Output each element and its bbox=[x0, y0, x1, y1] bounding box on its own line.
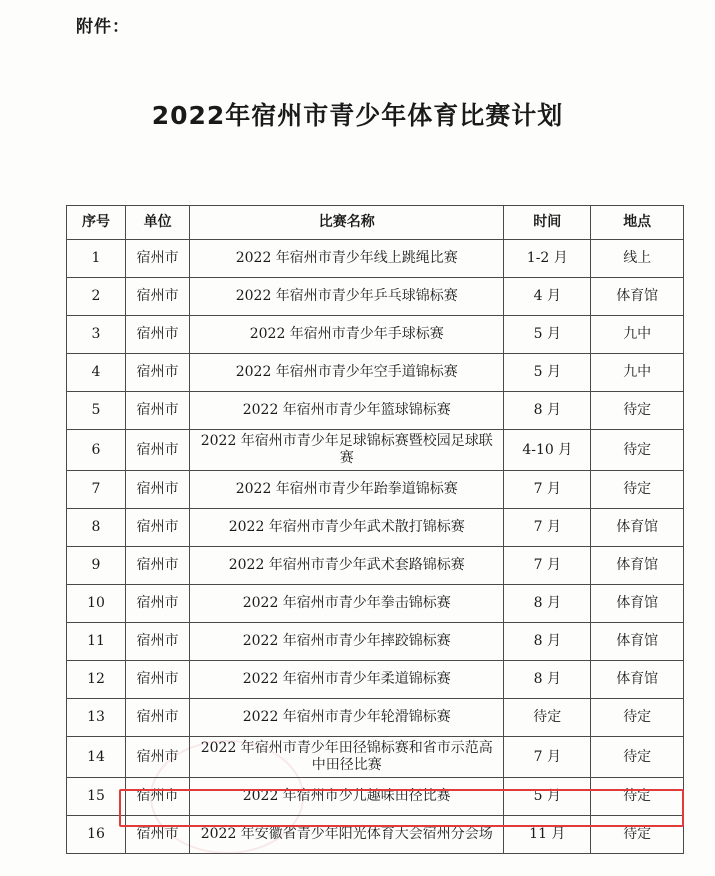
cell-unit: 宿州市 bbox=[125, 816, 189, 854]
cell-number: 7 bbox=[67, 471, 126, 509]
table-row bbox=[67, 585, 684, 623]
cell-event-name: 2022 年宿州市青少年柔道锦标赛 bbox=[190, 661, 504, 699]
cell-place: 待定 bbox=[591, 430, 684, 471]
cell-number: 5 bbox=[67, 392, 126, 430]
cell-event-name: 2022 年宿州市青少年足球锦标赛暨校园足球联赛 bbox=[190, 430, 504, 471]
cell-unit: 宿州市 bbox=[125, 430, 189, 471]
table-row bbox=[67, 392, 684, 430]
table-row bbox=[67, 430, 684, 471]
cell-place: 九中 bbox=[591, 354, 684, 392]
cell-place: 待定 bbox=[591, 737, 684, 778]
cell-unit: 宿州市 bbox=[125, 737, 189, 778]
cell-place: 体育馆 bbox=[591, 509, 684, 547]
cell-time: 5 月 bbox=[504, 354, 591, 392]
cell-unit: 宿州市 bbox=[125, 278, 189, 316]
page-title: 2022年宿州市青少年体育比赛计划 bbox=[151, 101, 564, 130]
table-row bbox=[67, 316, 684, 354]
cell-event-name: 2022 年宿州市青少年拳击锦标赛 bbox=[190, 585, 504, 623]
cell-event-name: 2022 年宿州市青少年摔跤锦标赛 bbox=[190, 623, 504, 661]
table-row bbox=[67, 547, 684, 585]
cell-unit: 宿州市 bbox=[125, 316, 189, 354]
column-header-time: 时间 bbox=[504, 206, 591, 240]
cell-event-name: 2022 年宿州市青少年田径锦标赛和省市示范高中田径比赛 bbox=[190, 737, 504, 778]
cell-time: 待定 bbox=[504, 699, 591, 737]
cell-event-name: 2022 年宿州市青少年篮球锦标赛 bbox=[190, 392, 504, 430]
cell-number: 1 bbox=[67, 240, 126, 278]
cell-time: 1-2 月 bbox=[504, 240, 591, 278]
cell-place: 待定 bbox=[591, 699, 684, 737]
column-header-event-name: 比赛名称 bbox=[190, 206, 504, 240]
cell-time: 11 月 bbox=[504, 816, 591, 854]
cell-place: 九中 bbox=[591, 316, 684, 354]
table-row bbox=[67, 737, 684, 778]
cell-number: 10 bbox=[67, 585, 126, 623]
cell-unit: 宿州市 bbox=[125, 392, 189, 430]
cell-unit: 宿州市 bbox=[125, 778, 189, 816]
column-header-place: 地点 bbox=[591, 206, 684, 240]
cell-time: 4-10 月 bbox=[504, 430, 591, 471]
cell-number: 15 bbox=[67, 778, 126, 816]
table-row bbox=[67, 471, 684, 509]
table-row bbox=[67, 354, 684, 392]
cell-place: 待定 bbox=[591, 816, 684, 854]
cell-place: 待定 bbox=[591, 471, 684, 509]
table-row bbox=[67, 509, 684, 547]
cell-place: 体育馆 bbox=[591, 623, 684, 661]
cell-time: 7 月 bbox=[504, 547, 591, 585]
cell-number: 11 bbox=[67, 623, 126, 661]
cell-time: 8 月 bbox=[504, 661, 591, 699]
cell-unit: 宿州市 bbox=[125, 509, 189, 547]
cell-event-name: 2022 年宿州市青少年轮滑锦标赛 bbox=[190, 699, 504, 737]
table-body bbox=[67, 240, 684, 854]
cell-place: 体育馆 bbox=[591, 661, 684, 699]
competition-schedule-table bbox=[66, 205, 684, 854]
table-header-row bbox=[67, 206, 684, 240]
cell-unit: 宿州市 bbox=[125, 547, 189, 585]
table-row bbox=[67, 278, 684, 316]
attachment-label: 附件： bbox=[76, 17, 130, 37]
table-row bbox=[67, 778, 684, 816]
table-row bbox=[67, 816, 684, 854]
cell-event-name: 2022 年宿州市少儿趣味田径比赛 bbox=[190, 778, 504, 816]
column-header-number: 序号 bbox=[67, 206, 126, 240]
cell-time: 7 月 bbox=[504, 471, 591, 509]
cell-time: 8 月 bbox=[504, 623, 591, 661]
cell-place: 线上 bbox=[591, 240, 684, 278]
cell-number: 12 bbox=[67, 661, 126, 699]
cell-event-name: 2022 年安徽省青少年阳光体育大会宿州分会场 bbox=[190, 816, 504, 854]
cell-number: 3 bbox=[67, 316, 126, 354]
cell-event-name: 2022 年宿州市青少年线上跳绳比赛 bbox=[190, 240, 504, 278]
cell-number: 16 bbox=[67, 816, 126, 854]
cell-place: 体育馆 bbox=[591, 585, 684, 623]
cell-unit: 宿州市 bbox=[125, 240, 189, 278]
cell-unit: 宿州市 bbox=[125, 699, 189, 737]
cell-number: 9 bbox=[67, 547, 126, 585]
cell-number: 13 bbox=[67, 699, 126, 737]
cell-event-name: 2022 年宿州市青少年武术套路锦标赛 bbox=[190, 547, 504, 585]
cell-time: 8 月 bbox=[504, 585, 591, 623]
table-row bbox=[67, 623, 684, 661]
table-row bbox=[67, 699, 684, 737]
cell-number: 8 bbox=[67, 509, 126, 547]
cell-place: 待定 bbox=[591, 392, 684, 430]
cell-event-name: 2022 年宿州市青少年空手道锦标赛 bbox=[190, 354, 504, 392]
cell-unit: 宿州市 bbox=[125, 661, 189, 699]
cell-unit: 宿州市 bbox=[125, 471, 189, 509]
cell-place: 待定 bbox=[591, 778, 684, 816]
cell-time: 7 月 bbox=[504, 737, 591, 778]
cell-time: 5 月 bbox=[504, 316, 591, 354]
table-row bbox=[67, 240, 684, 278]
cell-time: 7 月 bbox=[504, 509, 591, 547]
cell-event-name: 2022 年宿州市青少年武术散打锦标赛 bbox=[190, 509, 504, 547]
cell-number: 2 bbox=[67, 278, 126, 316]
cell-place: 体育馆 bbox=[591, 278, 684, 316]
cell-unit: 宿州市 bbox=[125, 585, 189, 623]
cell-number: 4 bbox=[67, 354, 126, 392]
column-header-unit: 单位 bbox=[125, 206, 189, 240]
cell-place: 体育馆 bbox=[591, 547, 684, 585]
cell-unit: 宿州市 bbox=[125, 623, 189, 661]
table-row bbox=[67, 661, 684, 699]
cell-event-name: 2022 年宿州市青少年跆拳道锦标赛 bbox=[190, 471, 504, 509]
cell-time: 5 月 bbox=[504, 778, 591, 816]
cell-event-name: 2022 年宿州市青少年乒乓球锦标赛 bbox=[190, 278, 504, 316]
cell-unit: 宿州市 bbox=[125, 354, 189, 392]
cell-time: 4 月 bbox=[504, 278, 591, 316]
cell-event-name: 2022 年宿州市青少年手球标赛 bbox=[190, 316, 504, 354]
cell-number: 6 bbox=[67, 430, 126, 471]
cell-time: 8 月 bbox=[504, 392, 591, 430]
cell-number: 14 bbox=[67, 737, 126, 778]
